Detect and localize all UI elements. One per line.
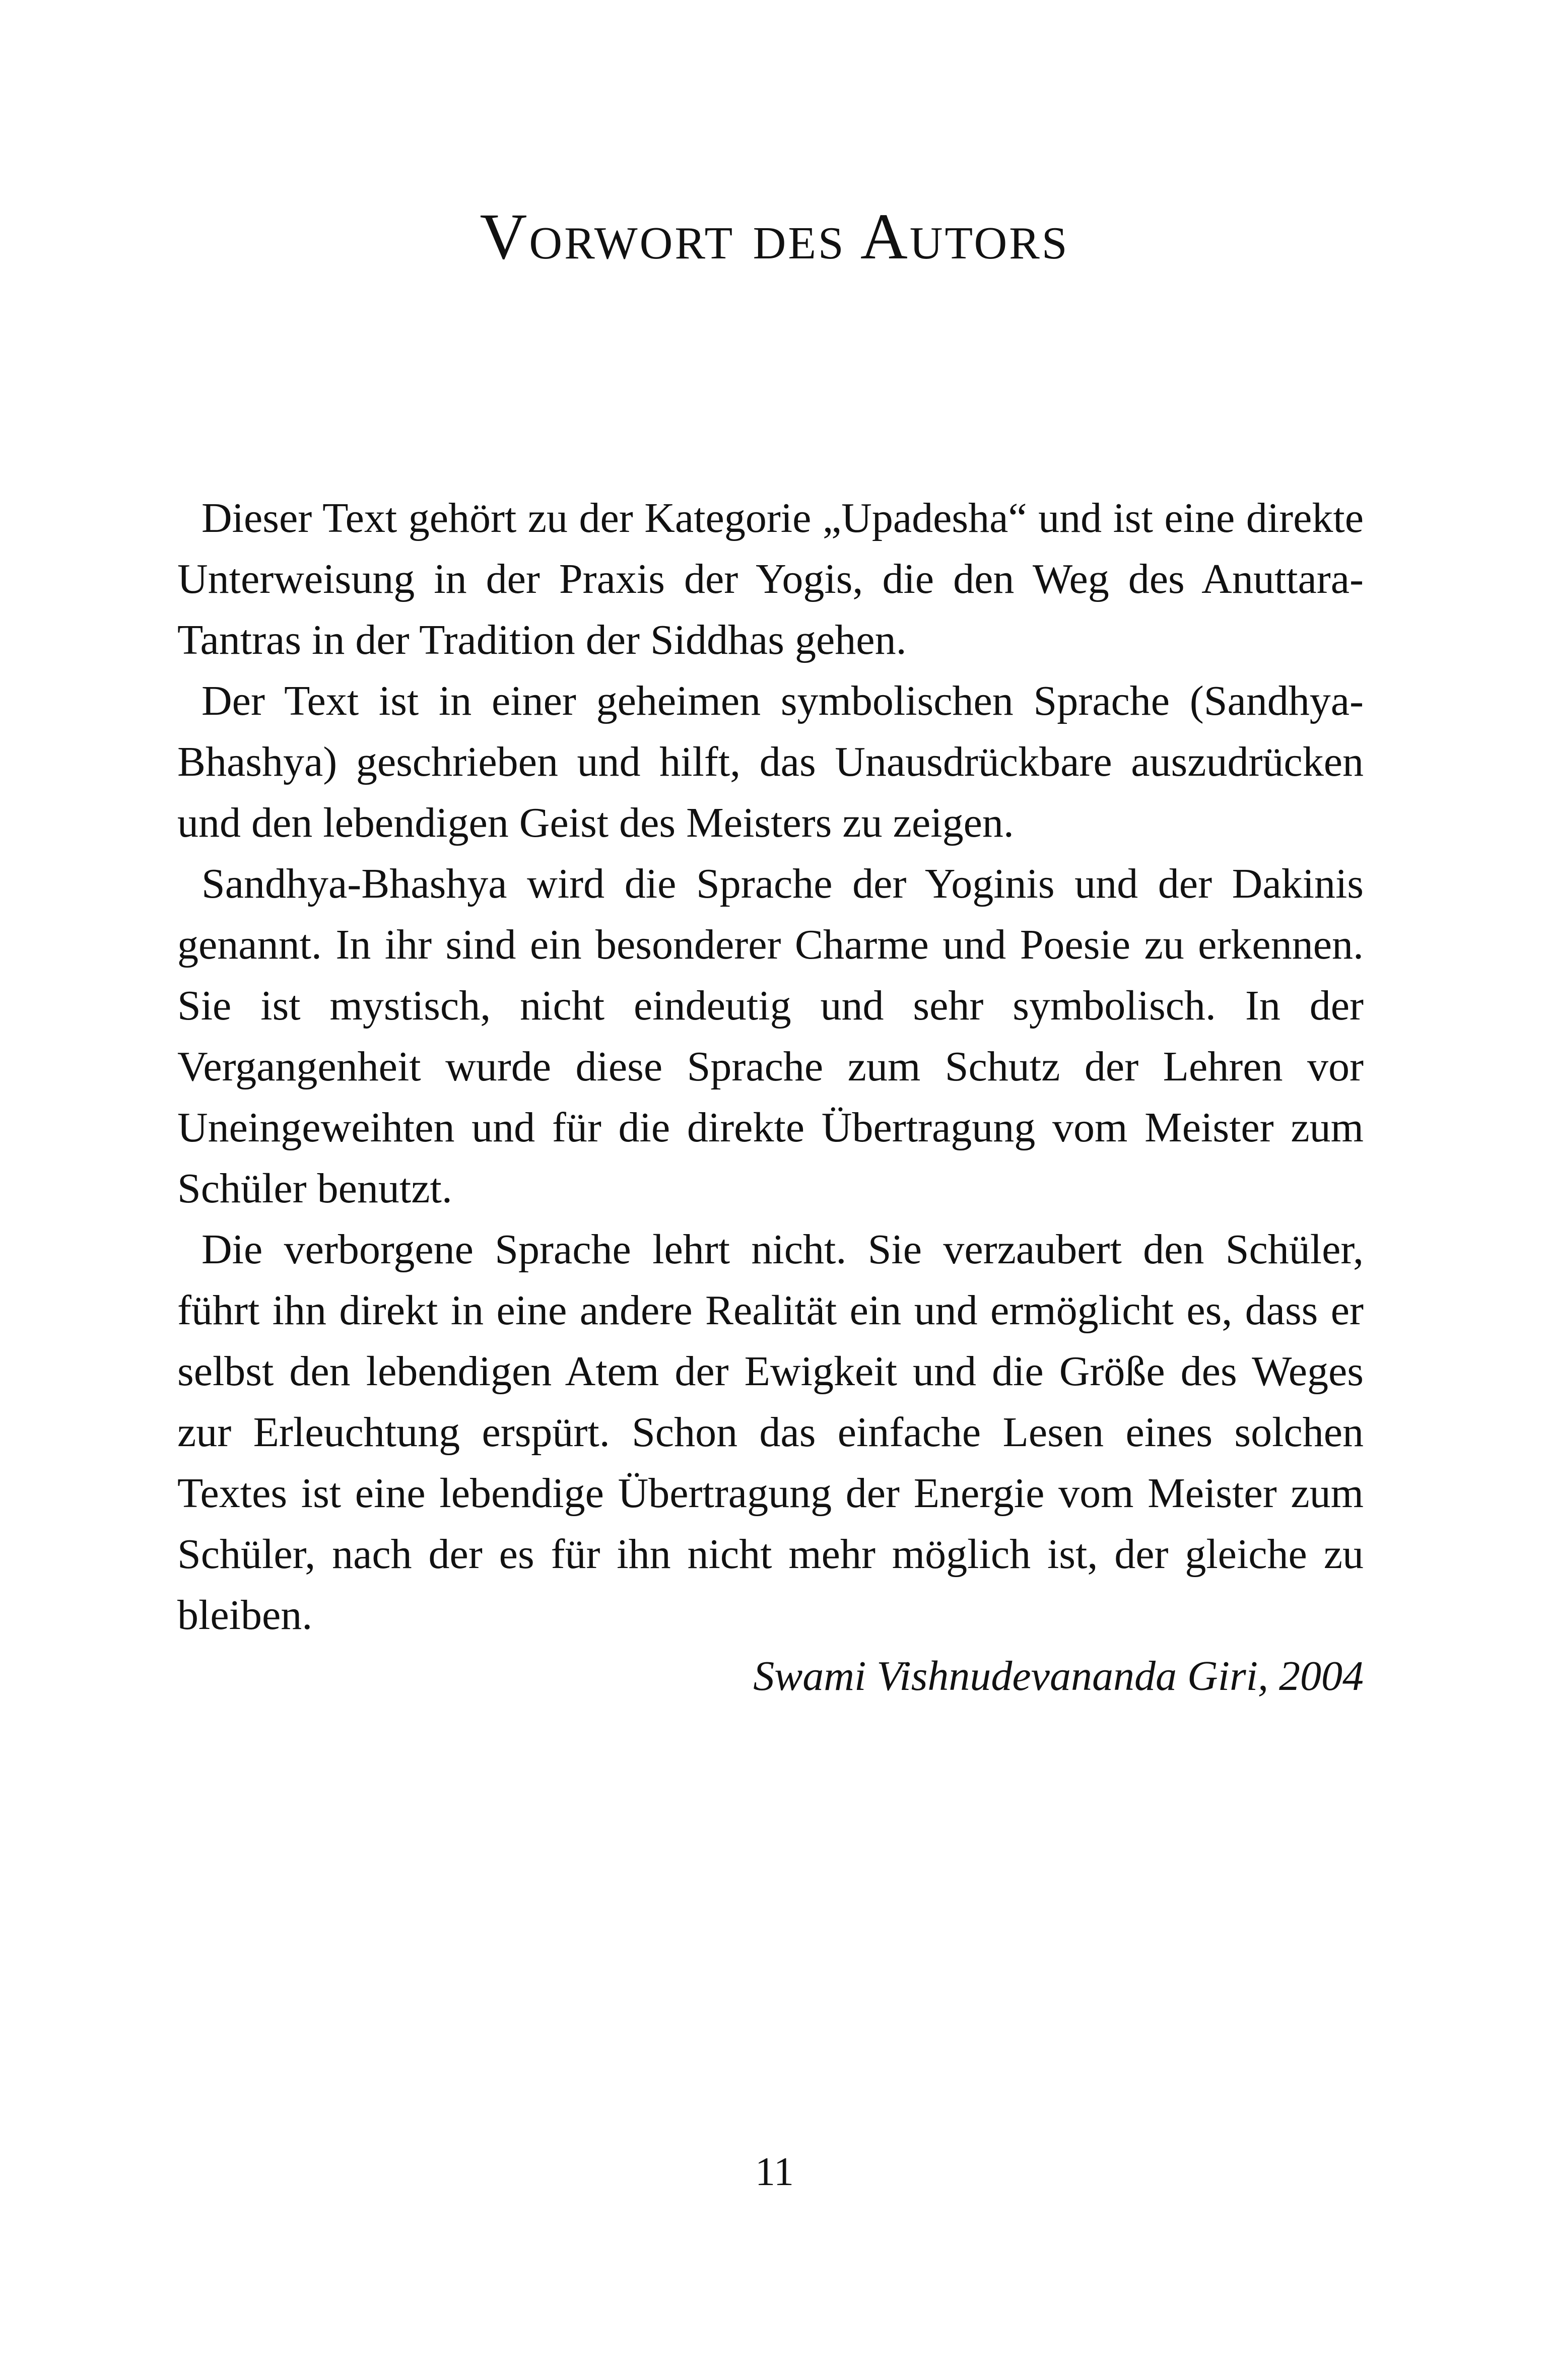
- paragraph: Der Text ist in einer geheimen symbolischen Sprache (SandhyaBhashya) geschrieben und hilft, das Unausdrückbare auszudrücken und den lebendigen Geist des Meisters zu zeigen.: [177, 677, 1364, 846]
- paragraph: Die verborgene Sprache lehrt nicht. Sie verzaubert den Schüler, führt ihn direkt in eine andere Realität ein und ermöglicht es, dass er selbst den lebendigen Atem der Ewigkeit und die Größe des Weges zur Erleuchtung erspürt. Schon das einfache Lesen eines solchen Textes ist eine lebendige Übertragung der Energie vom Meister zum Schüler, nach der es für ihn nicht mehr möglich ist, der gleiche zu bleiben.: [177, 1226, 1364, 1639]
- body-text: [177, 488, 1364, 1707]
- author-signature: Swami Vishnudevananda Giri, 2004: [753, 1653, 1364, 1699]
- page-number: 11: [755, 2150, 794, 2194]
- page-title: Vorwort des Autors: [480, 200, 1069, 273]
- paragraph: Sandhya-Bhashya wird die Sprache der Yoginis und der Dakinis genannt. In ihr sind ein besonderer Charme und Poesie zu erkennen. Sie ist mystisch, nicht eindeutig und sehr symbolisch. In der Vergangenheit wurde diese Sprache zum Schutz der Lehren vor Uneingeweihten und für die direkte Übertragung vom Meister zum Schüler benutzt.: [177, 860, 1364, 1212]
- paragraph: Dieser Text gehört zu der Kategorie „Upadesha“ und ist eine direkte Unterweisung in der Praxis der Yogis, die den Weg des Anuttara-Tantras in der Tradition der Siddhas gehen.: [177, 495, 1364, 663]
